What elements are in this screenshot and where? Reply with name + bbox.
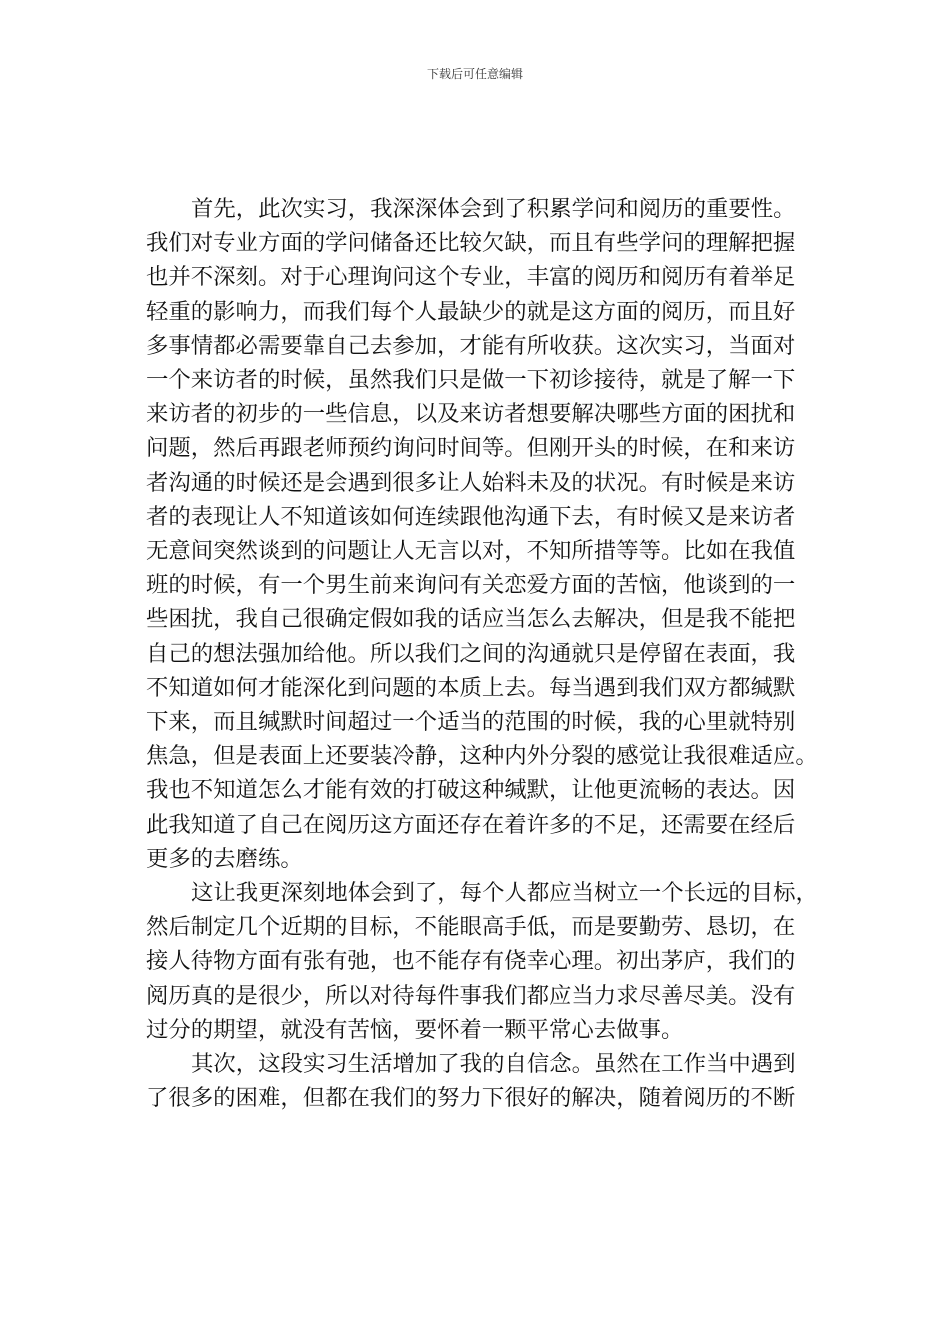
paragraph-1 bbox=[146, 192, 816, 876]
text-line: 来访者的初步的一些信息，以及来访者想要解决哪些方面的困扰和 bbox=[146, 401, 796, 428]
document-body bbox=[146, 192, 816, 1115]
text-line: 了很多的困难，但都在我们的努力下很好的解决，随着阅历的不断 bbox=[146, 1085, 796, 1112]
text-line: 我也不知道怎么才能有效的打破这种缄默，让他更流畅的表达。因 bbox=[146, 777, 796, 804]
text-line: 过分的期望，就没有苦恼，要怀着一颗平常心去做事。 bbox=[146, 1016, 684, 1043]
text-line: 无意间突然谈到的问题让人无言以对，不知所措等等。比如在我值 bbox=[146, 538, 796, 565]
text-line: 也并不深刻。对于心理询问这个专业，丰富的阅历和阅历有着举足 bbox=[146, 264, 796, 291]
text-line: 焦急，但是表面上还要装冷静，这种内外分裂的感觉让我很难适应。 bbox=[146, 743, 818, 770]
paragraph-2 bbox=[146, 876, 816, 1047]
text-line: 阅历真的是很少，所以对待每件事我们都应当力求尽善尽美。没有 bbox=[146, 982, 796, 1009]
text-line: 班的时候，有一个男生前来询问有关恋爱方面的苦恼，他谈到的一 bbox=[146, 572, 796, 599]
text-line: 然后制定几个近期的目标，不能眼高手低，而是要勤劳、恳切，在 bbox=[146, 914, 796, 941]
page-header: 下载后可任意编辑 bbox=[426, 67, 523, 81]
text-line: 轻重的影响力，而我们每个人最缺少的就是这方面的阅历，而且好 bbox=[146, 298, 796, 325]
paragraph-3 bbox=[146, 1047, 816, 1115]
text-line: 些困扰，我自己很确定假如我的话应当怎么去解决，但是我不能把 bbox=[146, 606, 796, 633]
text-line: 者的表现让人不知道该如何连续跟他沟通下去，有时候又是来访者 bbox=[146, 503, 796, 530]
text-line: 一个来访者的时候，虽然我们只是做一下初诊接待，就是了解一下 bbox=[146, 367, 796, 394]
text-line: 此我知道了自己在阅历这方面还存在着许多的不足，还需要在经后 bbox=[146, 811, 796, 838]
text-line: 问题，然后再跟老师预约询问时间等。但刚开头的时候，在和来访 bbox=[146, 435, 796, 462]
text-line: 接人待物方面有张有弛，也不能存有侥幸心理。初出茅庐，我们的 bbox=[146, 948, 796, 975]
text-line: 首先，此次实习，我深深体会到了积累学问和阅历的重要性。 bbox=[191, 196, 796, 222]
text-line: 自己的想法强加给他。所以我们之间的沟通就只是停留在表面，我 bbox=[146, 640, 796, 667]
text-line: 不知道如何才能深化到问题的本质上去。每当遇到我们双方都缄默 bbox=[146, 674, 796, 701]
text-line: 者沟通的时候还是会遇到很多让人始料未及的状况。有时候是来访 bbox=[146, 469, 796, 496]
text-line: 多事情都必需要靠自己去参加，才能有所收获。这次实习，当面对 bbox=[146, 332, 796, 359]
text-line: 我们对专业方面的学问储备还比较欠缺，而且有些学问的理解把握 bbox=[146, 230, 796, 257]
text-line: 这让我更深刻地体会到了，每个人都应当树立一个长远的目标， bbox=[191, 880, 818, 907]
text-line: 更多的去磨练。 bbox=[146, 845, 303, 872]
text-line: 其次，这段实习生活增加了我的自信念。虽然在工作当中遇到 bbox=[191, 1051, 796, 1078]
text-line: 下来，而且缄默时间超过一个适当的范围的时候，我的心里就特别 bbox=[146, 709, 796, 736]
